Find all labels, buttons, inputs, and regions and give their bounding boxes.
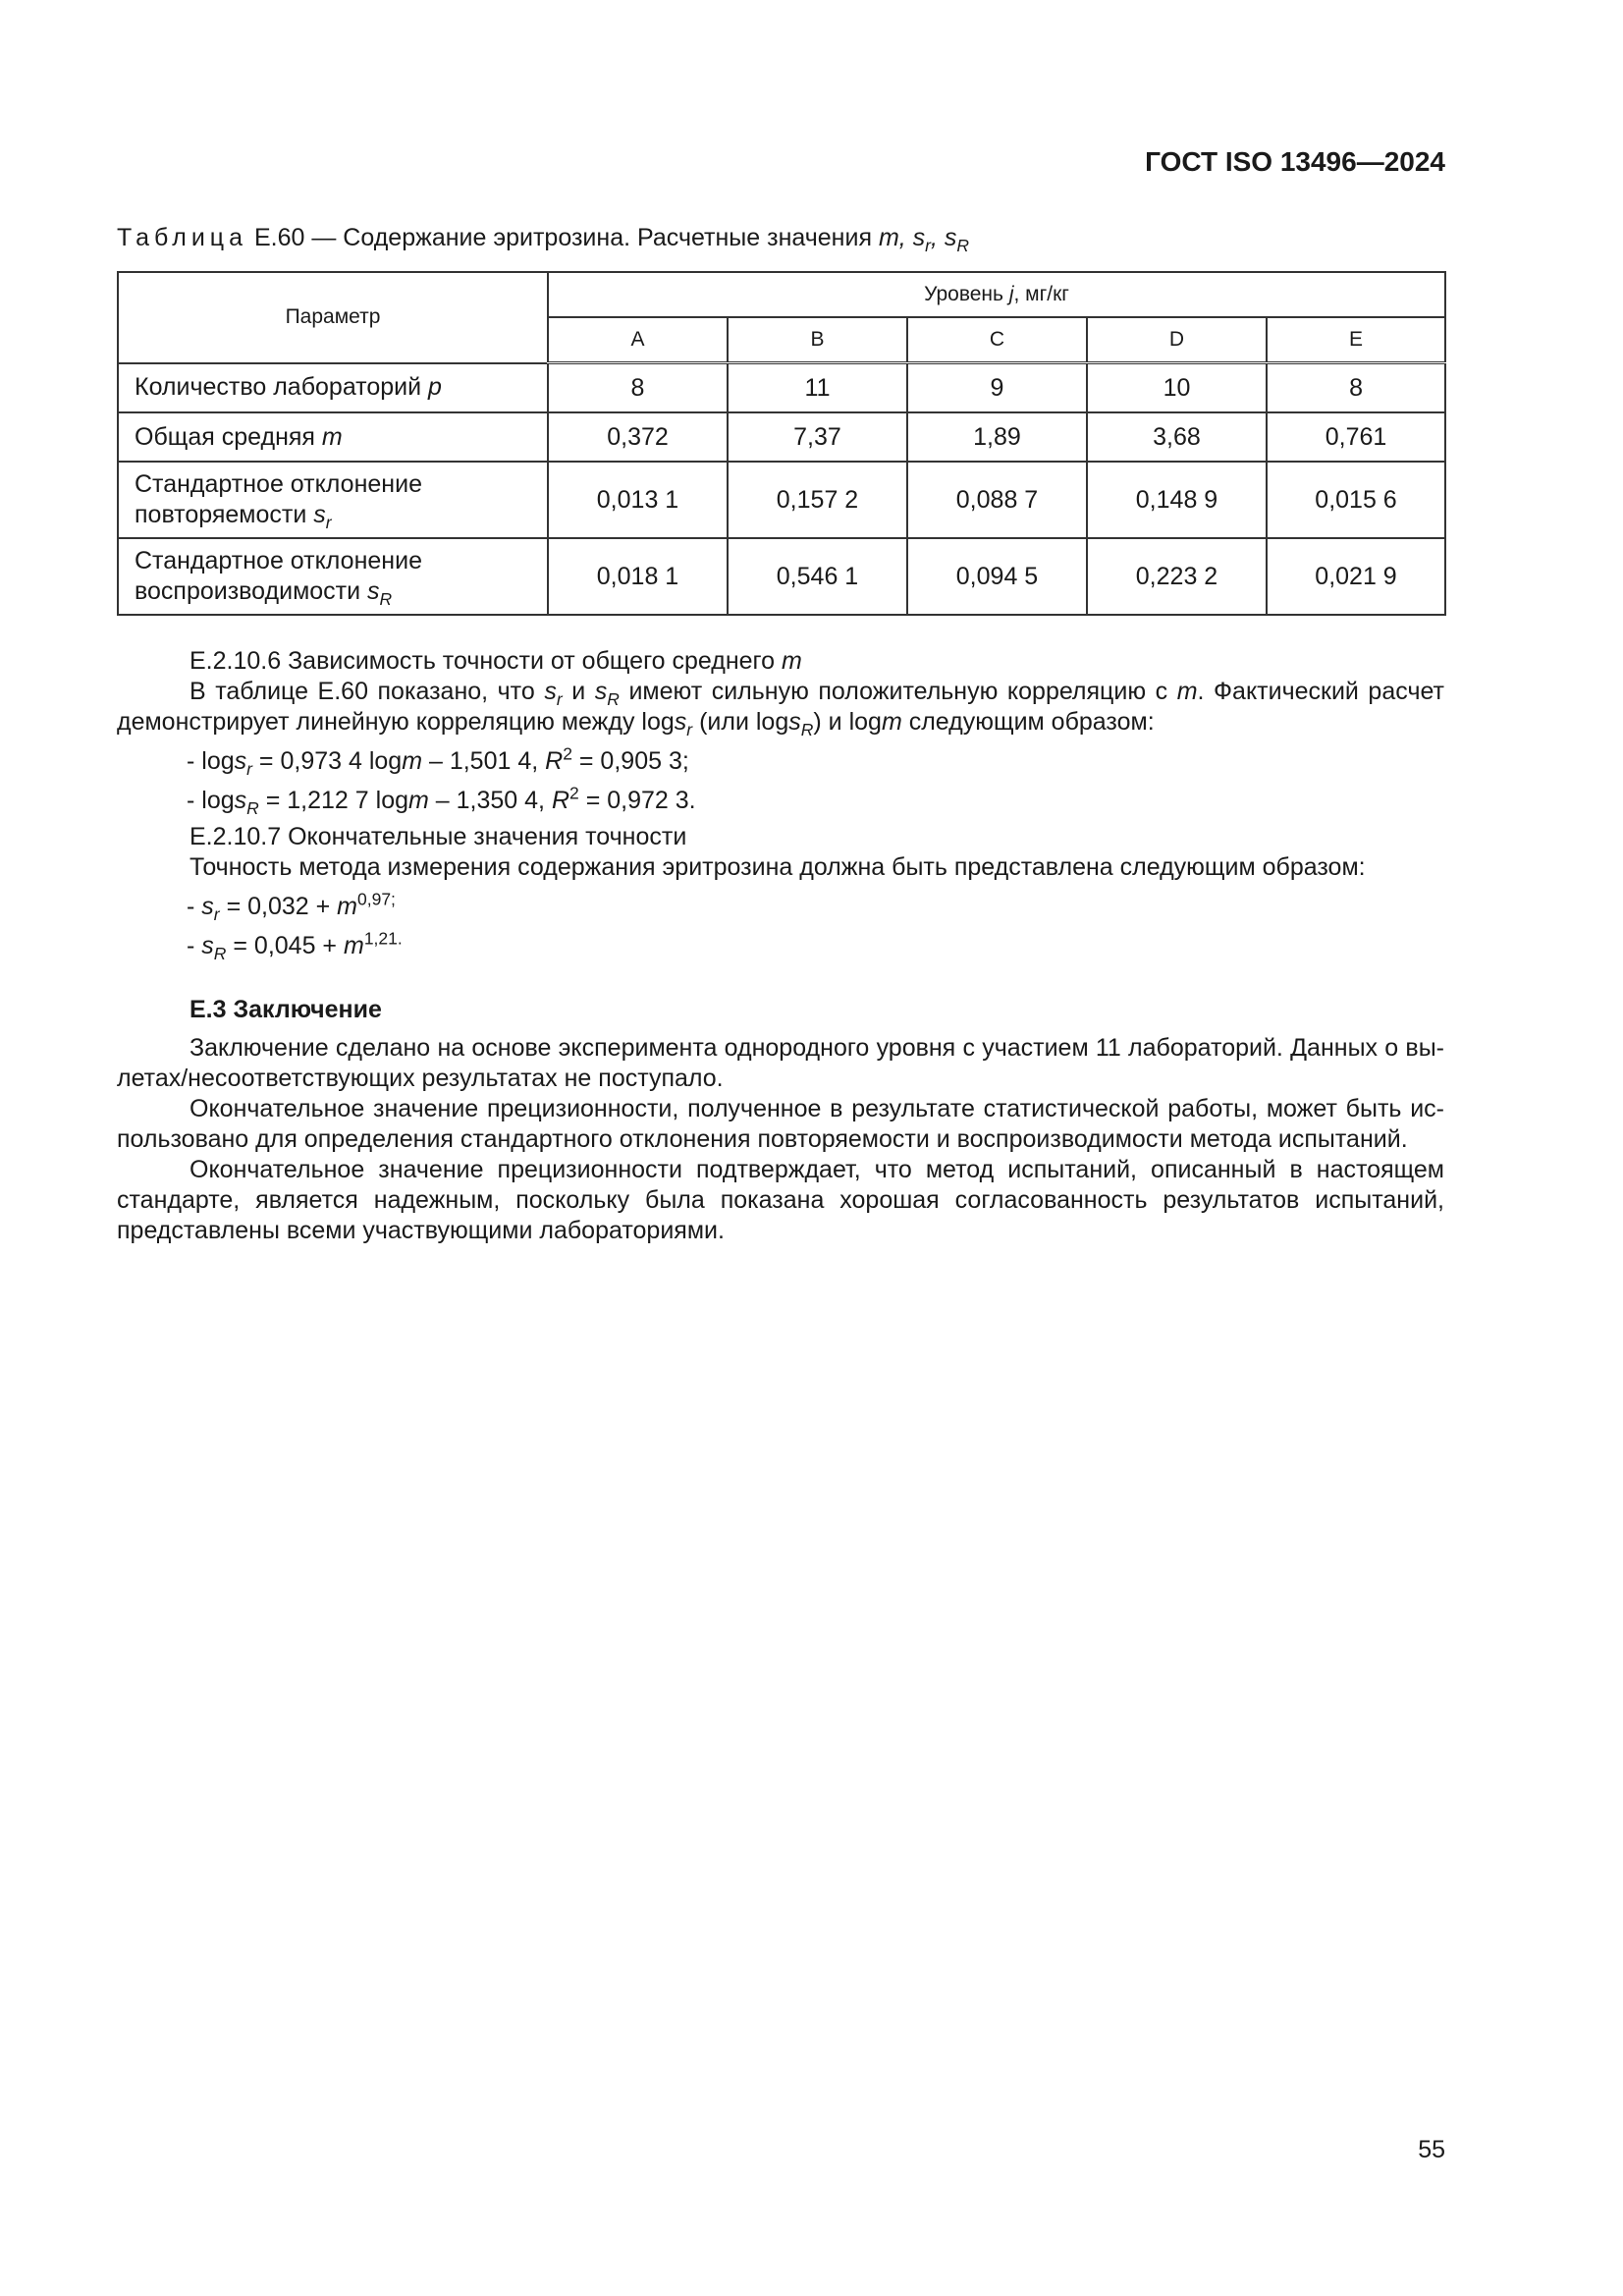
table-cell: 10 bbox=[1087, 363, 1267, 413]
table-cell: 0,546 1 bbox=[728, 538, 907, 615]
level-header: Уровень j, мг/кг bbox=[548, 272, 1445, 317]
table-cell: 1,89 bbox=[907, 412, 1087, 462]
level-b: B bbox=[728, 317, 907, 363]
table-cell: 0,013 1 bbox=[548, 462, 728, 538]
document-code: ГОСТ ISO 13496—2024 bbox=[1145, 146, 1445, 177]
table-cell: 9 bbox=[907, 363, 1087, 413]
table-cell: 0,088 7 bbox=[907, 462, 1087, 538]
section-heading-e3: Е.3 Заключение bbox=[189, 996, 382, 1023]
table-cell: 0,094 5 bbox=[907, 538, 1087, 615]
row-label: Общая средняя m bbox=[118, 412, 548, 462]
paragraph: Заключение сделано на основе эксперимента однородного уровня с участием 11 лабораторий. Данных о вылетах/несоответствующих результатах не поступало. bbox=[117, 1034, 1444, 1092]
section-heading-e2106: Е.2.10.6 Зависимость точности от общего среднего m bbox=[189, 647, 802, 675]
paragraph: Окончательное значение прецизионности подтверждает, что метод испытаний, описанный в настоящем стандарте, является надежным, поскольку была показана хорошая согласованность результатов испытаний, представлены всеми участвующими лабораториями. bbox=[117, 1156, 1444, 1244]
row-label: Стандартное отклонение повторяемости $s_r$ bbox=[118, 462, 548, 538]
table-cell: 0,015 6 bbox=[1267, 462, 1445, 538]
table-cell: 8 bbox=[548, 363, 728, 413]
paragraph: В таблице Е.60 показано, что $s_r$ и $s_R$ имеют сильную положительную корреляцию с m. Фактический расчет демонстрирует линейную корреляцию между logs$_r$ (или logs$_R$) и logm следующим образом: bbox=[117, 678, 1444, 740]
equation-item: - logs$_R$ = 1,212 7 logm – 1,350 4, $R^2 = 0,972$ 3. bbox=[187, 783, 696, 819]
table-cell: 0,021 9 bbox=[1267, 538, 1445, 615]
table-cell: 7,37 bbox=[728, 412, 907, 462]
document-body bbox=[117, 646, 1444, 1246]
table-cell: 0,018 1 bbox=[548, 538, 728, 615]
table-cell: 0,157 2 bbox=[728, 462, 907, 538]
table-caption-prefix: Таблица bbox=[117, 224, 248, 251]
table-caption: Таблица Е.60 — Содержание эритрозина. Расчетные значения m, $s_r$, $s_R$ bbox=[117, 224, 970, 256]
section-heading-e2107: Е.2.10.7 Окончательные значения точности bbox=[189, 823, 687, 850]
table-cell: 0,761 bbox=[1267, 412, 1445, 462]
table-cell: 8 bbox=[1267, 363, 1445, 413]
table-row bbox=[118, 412, 1445, 462]
row-label: Количество лабораторий p bbox=[118, 363, 548, 413]
table-row bbox=[118, 462, 1445, 538]
level-d: D bbox=[1087, 317, 1267, 363]
equation-item: - logs$_r$ = 0,973 4 logm – 1,501 4, $R^2 = 0,905$ 3; bbox=[187, 743, 689, 780]
level-e: E bbox=[1267, 317, 1445, 363]
page-number: 55 bbox=[1418, 2136, 1445, 2163]
formula-item: - $s_R = 0,045 + m^{1,21.}$ bbox=[187, 928, 403, 964]
level-c: C bbox=[907, 317, 1087, 363]
table-cell: 0,372 bbox=[548, 412, 728, 462]
row-label: Стандартное отклонение воспроизводимости $s_R$ bbox=[118, 538, 548, 615]
table-row bbox=[118, 538, 1445, 615]
table-cell: 0,148 9 bbox=[1087, 462, 1267, 538]
table-caption-text: Е.60 — Содержание эритрозина. Расчетные значения bbox=[253, 224, 872, 251]
table-cell: 11 bbox=[728, 363, 907, 413]
paragraph: Точность метода измерения содержания эритрозина должна быть представлена следующим образом: bbox=[189, 853, 1366, 881]
paragraph: Окончательное значение прецизионности, полученное в результате статистической работы, может быть использовано для определения стандартного отклонения повторяемости и воспроизводимости метода испытаний. bbox=[117, 1095, 1444, 1153]
formula-item: - $s_r = 0,032 + m^{0,97;}$ bbox=[187, 889, 396, 925]
precision-table bbox=[117, 271, 1446, 616]
level-a: A bbox=[548, 317, 728, 363]
table-row bbox=[118, 363, 1445, 413]
table-cell: 3,68 bbox=[1087, 412, 1267, 462]
param-header: Параметр bbox=[118, 272, 548, 363]
table-cell: 0,223 2 bbox=[1087, 538, 1267, 615]
